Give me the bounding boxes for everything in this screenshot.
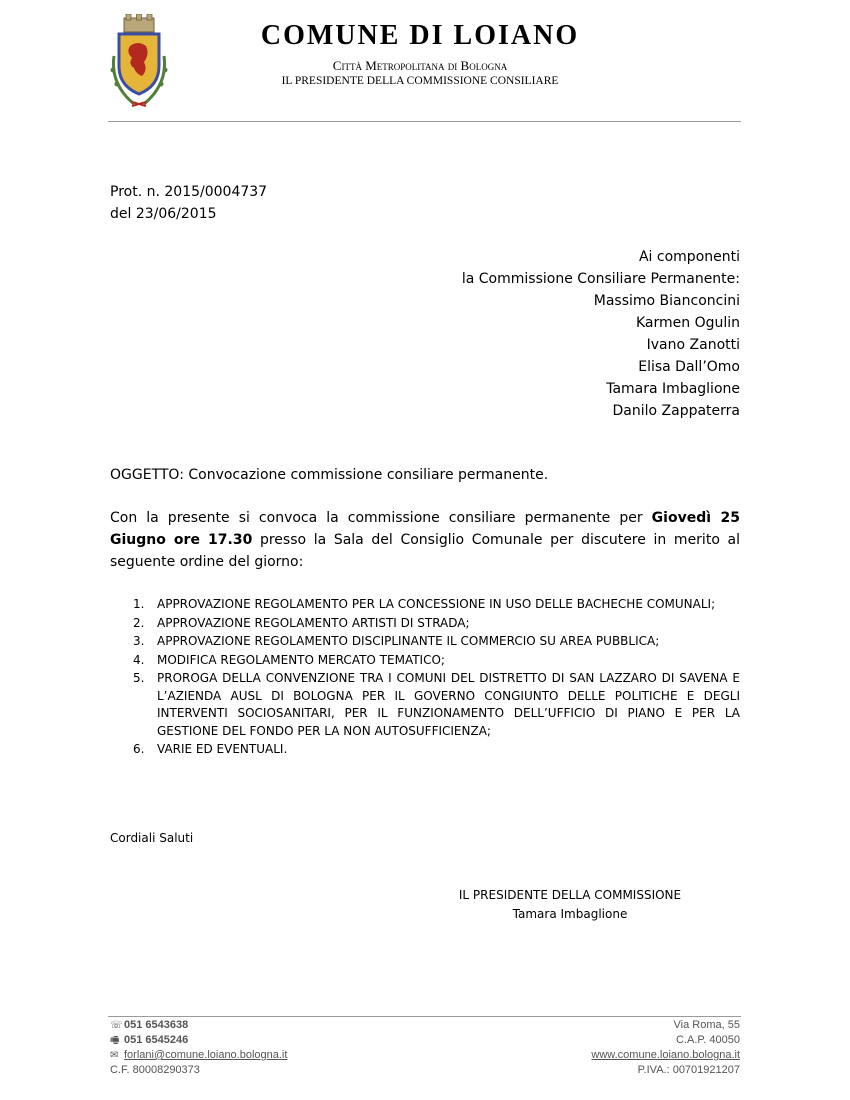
footer-postal-code: C.A.P. 40050 [675, 1034, 740, 1046]
agenda-item-text: APPROVAZIONE REGOLAMENTO DISCIPLINANTE IL COMMERCIO SU AREA PUBBLICA; [157, 634, 660, 648]
municipal-crest-icon [108, 14, 170, 110]
recipient-name: Massimo Bianconcini [593, 293, 740, 309]
intro-text-cont: presso la Sala del Consiglio Comunale per discutere in merito al seguente ordine del giorno: [110, 532, 740, 570]
agenda-item-number: 4. [133, 652, 145, 667]
footer-phone: 051 6543638 [124, 1019, 189, 1031]
recipient-name: Danilo Zappaterra [612, 403, 740, 419]
subject-line: OGGETTO: Convocazione commissione consiliare permanente. [110, 467, 549, 483]
footer-email-link[interactable]: forlani@comune.loiano.bologna.it [124, 1049, 288, 1061]
fax-icon: 🖷 [110, 1035, 120, 1046]
agenda-item [110, 670, 740, 740]
recipients-group: la Commissione Consiliare Permanente: [461, 271, 740, 287]
agenda-item-text: VARIE ED EVENTUALI. [157, 742, 288, 756]
recipient-name: Tamara Imbaglione [606, 381, 740, 397]
agenda-item-number: 3. [133, 634, 145, 648]
agenda-item [110, 652, 740, 670]
signature-block [420, 886, 720, 924]
footer-divider [108, 1016, 741, 1017]
agenda-item-number: 5. [133, 671, 145, 685]
telephone-icon: ☏ [110, 1020, 123, 1031]
agenda-item-number: 1. [133, 597, 145, 611]
agenda-item [110, 633, 740, 651]
closing-greeting: Cordiali Saluti [110, 831, 194, 845]
header-divider [108, 121, 741, 122]
agenda-item-text: PROROGA DELLA CONVENZIONE TRA I COMUNI DEL DISTRETTO DI SAN LAZZARO DI SAVENA E L’AZIENDA AUSL DI BOLOGNA PER IL GOVERNO CONGIUNTO DELLE POLITICHE E DEGLI INTERVENTI SOCIOSANITARI, PER IL FUNZIONAMENTO DELL’UFFICIO DI PIANO E PER LA GESTIONE DEL FONDO PER LA NON AUTOSUFFICIENZA; [157, 671, 740, 738]
protocol-block [110, 181, 267, 225]
agenda-item-text: APPROVAZIONE REGOLAMENTO PER LA CONCESSIONE IN USO DELLE BACHECHE COMUNALI; [157, 597, 716, 611]
metropolitan-city-subtitle: Città Metropolitana di Bologna [332, 58, 508, 73]
agenda-item-text: APPROVAZIONE REGOLAMENTO ARTISTI DI STRADA; [157, 615, 470, 630]
agenda-item [110, 615, 740, 633]
agenda-item-number: 6. [133, 742, 145, 756]
footer-contacts [110, 1018, 287, 1078]
footer-fiscal-code: C.F. 80008290373 [110, 1064, 200, 1076]
agenda-item-number: 2. [133, 615, 145, 630]
footer-street: Via Roma, 55 [673, 1019, 740, 1031]
agenda-item-text: MODIFICA REGOLAMENTO MERCATO TEMATICO; [157, 652, 445, 667]
convocation-paragraph [110, 507, 740, 573]
email-icon: ✉ [110, 1050, 119, 1061]
footer-address [591, 1018, 740, 1078]
agenda-list [110, 596, 740, 760]
protocol-number: Prot. n. 2015/0004737 [110, 184, 268, 200]
signature-role: IL PRESIDENTE DELLA COMMISSIONE [458, 888, 682, 902]
recipients-intro: Ai componenti [638, 249, 740, 265]
intro-text: Con la presente si convoca la commissione consiliare permanente per [110, 510, 652, 526]
recipient-name: Elisa Dall’Omo [638, 359, 740, 375]
recipients-block [462, 246, 740, 422]
footer-vat-number: P.IVA.: 00701921207 [637, 1064, 740, 1076]
footer-fax: 051 6545246 [124, 1034, 189, 1046]
recipient-name: Ivano Zanotti [646, 337, 740, 353]
recipient-name: Karmen Ogulin [635, 315, 740, 331]
meeting-datetime: Giovedì 25 Giugno ore 17.30 [110, 510, 740, 548]
protocol-date: del 23/06/2015 [110, 206, 217, 222]
agenda-item [110, 596, 740, 614]
agenda-item [110, 741, 740, 759]
municipality-title: COMUNE DI LOIANO [260, 20, 580, 51]
signature-name: Tamara Imbaglione [512, 907, 628, 921]
footer-website-link[interactable]: www.comune.loiano.bologna.it [591, 1049, 740, 1061]
commission-president-subtitle: IL PRESIDENTE DELLA COMMISSIONE CONSILIARE [281, 75, 559, 87]
